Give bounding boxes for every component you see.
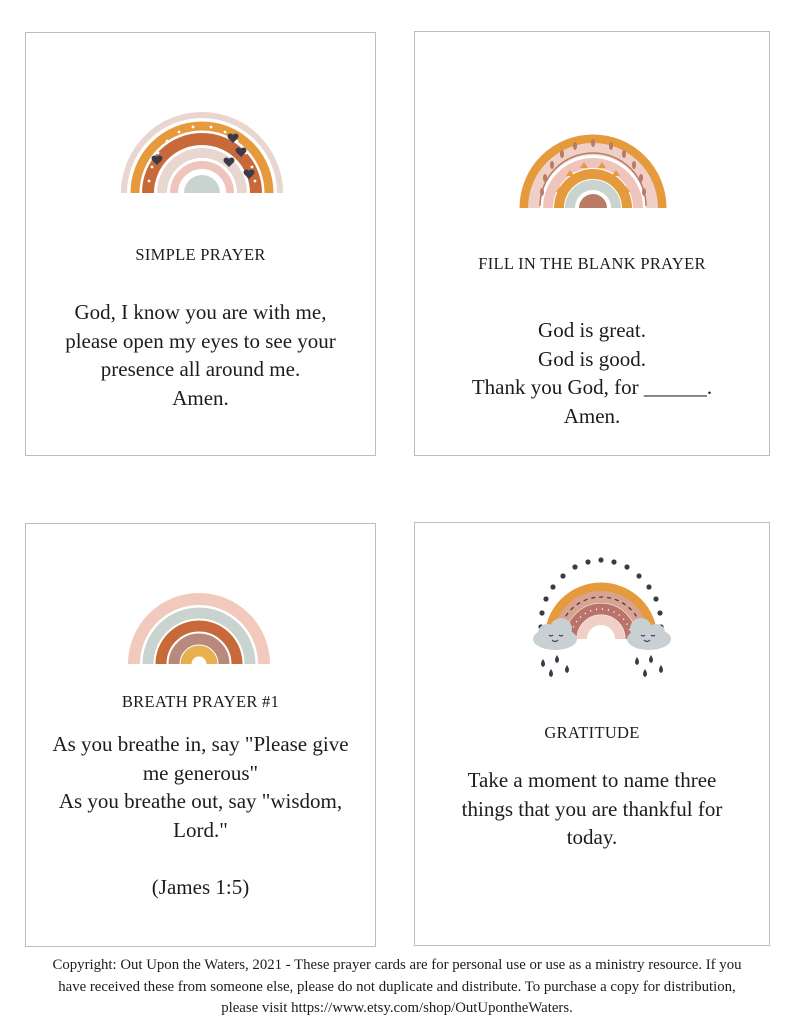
card-prayer-text: Take a moment to name three things that you are thankful for today. <box>461 768 723 849</box>
scripture-reference: (James 1:5) <box>151 875 250 899</box>
rainbow-hearts-icon <box>119 93 285 195</box>
card-title: GRATITUDE <box>544 723 640 742</box>
card-title: BREATH PRAYER #1 <box>121 692 280 711</box>
rainbow-leaves-icon <box>518 106 668 210</box>
rainbow-simple-icon <box>127 556 271 666</box>
prayer-card-simple <box>25 32 376 456</box>
rainbow-clouds-icon <box>525 547 677 689</box>
footer-line: Copyright: Out Upon the Waters, 2021 - These prayer cards are for personal use or use as a ministry resource. If you <box>52 957 742 973</box>
footer-line: have received these from someone else, please do not duplicate and distribute. To purchase a copy for distribution, <box>58 978 736 995</box>
card-prayer-text: God is great. God is good. Thank you God, for ______. Amen. <box>471 318 713 428</box>
card-prayer-text: As you breathe in, say "Please give me generous" As you breathe out, say "wisdom, Lord." <box>52 732 349 842</box>
card-title: SIMPLE PRAYER <box>135 245 266 264</box>
prayer-card-breath-prayer <box>25 523 376 947</box>
copyright-footer <box>4 955 790 1020</box>
footer-line: please visit https://www.etsy.com/shop/OutUpontheWaters. <box>221 1000 573 1016</box>
card-title: FILL IN THE BLANK PRAYER <box>478 254 706 273</box>
prayer-card-gratitude <box>414 522 770 946</box>
prayer-card-fill-in-the-blank <box>414 31 770 456</box>
card-prayer-text: God, I know you are with me, please open my eyes to see your presence all around me. Amen. <box>65 300 336 410</box>
